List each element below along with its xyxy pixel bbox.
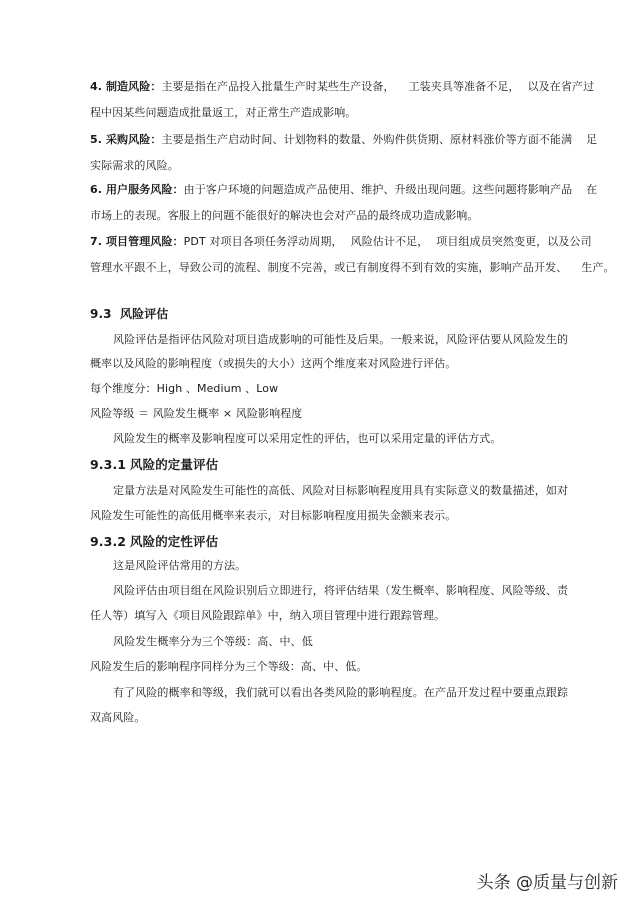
- sec932-para2-line2: 任人等）填写入《项目风险跟踪单》中，纳入项目管理中进行跟踪管理。: [90, 609, 446, 622]
- risk-5-line-1: 5. 采购风险：主要是指生产启动时间、计划物料的数量、外购件供货期、原材料涨价等方面不能满 足: [90, 133, 598, 146]
- risk-7-line-1: 7. 项目管理风险：PDT 对项目各项任务浮动周期， 风险估计不足， 项目组成员突然变更，以及公司: [90, 235, 592, 248]
- risk-5-label: 5. 采购风险：: [90, 133, 162, 146]
- section-9-3-1-heading: [90, 458, 218, 472]
- section-title: 风险评估: [120, 307, 169, 321]
- sec932-para5-line2: 双高风险。: [90, 711, 146, 724]
- sec931-para1-line1: 定量方法是对风险发生可能性的高低、风险对目标影响程度用具有实际意义的数量描述，如对: [113, 484, 569, 497]
- section-title: 风险的定量评估: [130, 457, 219, 472]
- risk-6-line-1: 6. 用户服务风险：由于客户环境的问题造成产品使用、维护、升级出现问题。这些问题将影响产品 在: [90, 183, 598, 196]
- risk-6-line-2: 市场上的表现。客服上的问题不能很好的解决也会对产品的最终成功造成影响。: [90, 209, 479, 222]
- sec932-para3: 风险发生概率分为三个等级：高、中、低: [113, 635, 313, 648]
- risk-4-line-1: 4. 制造风险：主要是指在产品投入批量生产时某些生产设备， 工装夹具等准备不足， 以及在省产过: [90, 80, 595, 93]
- sec931-para1-line2: 风险发生可能性的高低用概率来表示，对目标影响程度用损失金额来表示。: [90, 509, 457, 522]
- section-9-3-2-heading: [90, 535, 218, 549]
- sec93-para1-line2: 概率以及风险的影响程度（或损失的大小）这两个维度来对风险进行评估。: [90, 357, 457, 370]
- sec932-para1: 这是风险评估常用的方法。: [113, 559, 247, 572]
- sec93-para4: 风险发生的概率及影响程度可以采用定性的评估，也可以采用定量的评估方式。: [113, 432, 502, 445]
- section-number: 9.3.1: [90, 457, 127, 472]
- sec932-para2-line1: 风险评估由项目组在风险识别后立即进行，将评估结果（发生概率、影响程度、风险等级、责: [113, 584, 569, 597]
- section-number: 9.3.2: [90, 534, 127, 549]
- section-title: 风险的定性评估: [130, 534, 219, 549]
- risk-7-label: 7. 项目管理风险：: [90, 235, 184, 248]
- watermark: 头条 @质量与创新: [476, 873, 618, 893]
- risk-7-line-2: 管理水平跟不上，导致公司的流程、制度不完善，或已有制度得不到有效的实施，影响产品开发、 生产。: [90, 261, 615, 274]
- risk-4-line-2: 程中因某些问题造成批量返工，对正常生产造成影响。: [90, 106, 357, 119]
- section-number: 9.3: [90, 307, 112, 321]
- sec932-para4: 风险发生后的影响程序同样分为三个等级：高、中、低。: [90, 660, 368, 673]
- sec93-formula: 风险等级 ＝ 风险发生概率 × 风险影响程度: [90, 407, 303, 420]
- sec93-dimensions: 每个维度分：High 、Medium 、Low: [90, 382, 279, 395]
- section-9-3-heading: [90, 307, 168, 321]
- sec932-para5-line1: 有了风险的概率和等级，我们就可以看出各类风险的影响程度。在产品开发过程中要重点跟踪: [113, 686, 569, 699]
- risk-5-line-2: 实际需求的风险。: [90, 159, 179, 172]
- risk-4-label: 4. 制造风险：: [90, 80, 162, 93]
- sec93-para1-line1: 风险评估是指评估风险对项目造成影响的可能性及后果。一般来说，风险评估要从风险发生的: [113, 333, 569, 346]
- risk-6-label: 6. 用户服务风险：: [90, 183, 184, 196]
